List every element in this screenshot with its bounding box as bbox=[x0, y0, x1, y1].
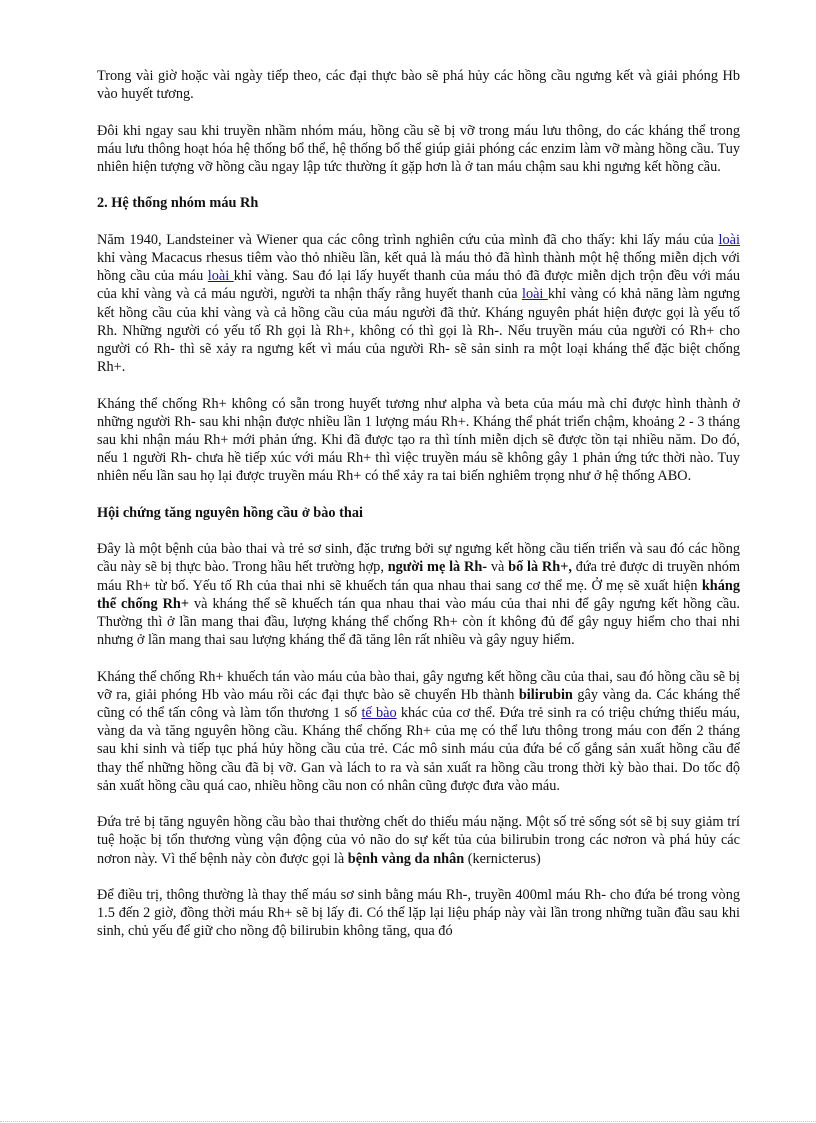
bold-kernicterus: bệnh vàng da nhân bbox=[347, 850, 465, 867]
heading-fetal-erythroblastosis: Hội chứng tăng nguyên hồng cầu ở bào thai bbox=[97, 504, 363, 521]
text-segment: khỉ vàng. Sau đó lại lấy huyết thanh của máu thỏ đã được miễn dịch trộn đều với máu của khỉ vàng và cả máu người, người ta nhận thấy rằng huyết thanh của bbox=[97, 268, 741, 303]
text-segment: Kháng thể chống Rh+ khuếch tán vào máu của bào thai, gây ngưng kết hồng cầu của thai, sau đó hồng cầu sẽ bị vỡ ra, giải phóng Hb vào máu rồi các đại thực bào sẽ chuyển Hb thành bbox=[97, 668, 740, 703]
text-segment: và kháng thể sẽ khuếch tán qua nhau thai vào máu của thai nhi để gây ngưng kết hồng cầu. Thường thì ở lần mang thai đầu, lượng kháng thể chống Rh+ còn ít không đủ để gây nguy hiểm cho thai nhi nhưng ở lần mang thai sau lượng kháng thể đã tăng lên rất nhiều và gây nguy hiểm. bbox=[97, 595, 740, 649]
text-segment: đứa trẻ được di truyền nhóm máu Rh+ từ bố. Yếu tố Rh của thai nhi sẽ khuếch tán qua nhau thai sang cơ thể mẹ. Ở mẹ sẽ xuất hiện bbox=[97, 559, 740, 594]
text-segment: khác của cơ thể. Đứa trẻ sinh ra có triệu chứng thiếu máu, vàng da và tăng nguyên hồng cầu. Kháng thể chống Rh+ của mẹ có thể lưu thông trong máu con đến 2 tháng sau khi sinh và tiếp tục phá hủy hồng cầu của trẻ. Các mô sinh máu của đứa bé cố gắng sản xuất hồng cầu để thay thế những hồng cầu đã bị vỡ. Gan và lách to ra và sản xuất ra hồng cầu trong thời kỳ bào thai. Do tốc độ sản xuất hồng cầu quá cao, nhiều hồng cầu non có nhân cũng được đưa vào máu. bbox=[97, 705, 740, 794]
paragraph-hemolysis: Đôi khi ngay sau khi truyền nhầm nhóm máu, hồng cầu sẽ bị vỡ trong máu lưu thông, do các kháng thể trong máu lưu thông hoạt hóa hệ thống bổ thể, hệ thống bổ thể giúp giải phóng các enzim làm vỡ màng hồng cầu. Tuy nhiên hiện tượng vỡ hồng cầu ngay lập tức thường ít gặp hơn là ở tan máu chậm sau khi ngưng kết hồng cầu. bbox=[97, 122, 740, 175]
text-segment: Năm 1940, Landsteiner và Wiener qua các công trình nghiên cứu của mình đã cho thấy: khi lấy máu của bbox=[97, 231, 719, 248]
paragraph-rh-discovery bbox=[97, 231, 740, 377]
heading-rh-system: 2. Hệ thống nhóm máu Rh bbox=[97, 195, 259, 212]
link-te-bao[interactable]: tế bào bbox=[361, 705, 397, 721]
paragraph-prognosis bbox=[97, 813, 740, 868]
paragraph-hb-release: Trong vài giờ hoặc vài ngày tiếp theo, các đại thực bào sẽ phá hủy các hồng cầu ngưng kết và giải phóng Hb vào huyết tương. bbox=[97, 68, 740, 103]
paragraph-disease-description bbox=[97, 540, 740, 649]
link-loai-1[interactable]: loài bbox=[718, 231, 740, 248]
bold-bilirubin: bilirubin bbox=[518, 686, 573, 703]
page-bottom-divider bbox=[0, 1121, 816, 1122]
link-loai-2[interactable]: loài bbox=[207, 268, 234, 285]
text-segment: Đây là một bệnh của bào thai và trẻ sơ sinh, đặc trưng bởi sự ngưng kết hồng cầu tiến triển và sau đó các hồng cầu này sẽ bị thực bào. Trong hầu hết trường hợp, bbox=[97, 541, 740, 576]
text-segment: gây vàng da. Các kháng thể cũng có thể tấn công và làm tổn thương 1 số bbox=[97, 686, 740, 721]
link-loai-3[interactable]: loài bbox=[521, 286, 548, 303]
paragraph-anti-rh-antibody: Kháng thể chống Rh+ không có sẵn trong huyết tương như alpha và beta của máu mà chỉ được hình thành ở những người Rh- sau khi nhận được nhiều lần 1 lượng máu Rh+. Kháng thể phát triển chậm, khoảng 2 - 3 tháng sau khi nhận máu Rh+ mới phản ứng. Khi đã được tạo ra thì tính miễn dịch sẽ được tồn tại nhiều năm. Do đó, nếu 1 người Rh- chưa hề tiếp xúc với máu Rh+ thì việc truyền máu sẽ không gây 1 phản ứng tức thời nào. Tuy nhiên nếu lần sau họ lại được truyền máu Rh+ có thể xảy ra tai biến nghiêm trọng như ở hệ thống ABO. bbox=[97, 395, 740, 485]
text-segment: khỉ vàng có khả năng làm ngưng kết hồng cầu của khỉ vàng và cả hồng cầu của máu người đã thử. Kháng nguyên phát hiện được gọi là yếu tố Rh. Những người có yếu tố Rh gọi là Rh+, không có thì gọi là Rh-. Nếu truyền máu của người có Rh+ cho người có Rh- thì sẽ xảy ra ngưng kết vì máu của người Rh- sẽ sản sinh ra một loại kháng thể đặc biệt chống Rh+. bbox=[97, 286, 740, 376]
paragraph-treatment: Để điều trị, thông thường là thay thế máu sơ sinh bằng máu Rh-, truyền 400ml máu Rh- cho đứa bé trong vòng 1.5 đến 2 giờ, đồng thời máu Rh+ sẽ bị lấy đi. Có thể lặp lại liệu pháp này vài lần trong những tuần đầu sau khi sinh, chủ yếu để giữ cho nồng độ bilirubin không tăng, qua đó bbox=[97, 887, 740, 940]
bold-father-rh-positive: bố là Rh+, bbox=[508, 559, 572, 576]
text-segment: và bbox=[487, 559, 509, 576]
paragraph-antibody-effects bbox=[97, 668, 740, 795]
text-segment: Đứa trẻ bị tăng nguyên hồng cầu bào thai thường chết do thiếu máu nặng. Một số trẻ sống sót sẽ bị suy giảm trí tuệ hoặc bị tổn thương vùng vận động của vỏ não do sự kết tủa của bilirubin trong các nơron và phá hủy các nơron này. Vì thế bệnh này còn được gọi là bbox=[97, 814, 740, 867]
bold-anti-rh-antibody: kháng thể chống Rh+ bbox=[97, 577, 740, 612]
bold-mother-rh-negative: người mẹ là Rh- bbox=[387, 559, 488, 576]
text-segment: khỉ vàng Macacus rhesus tiêm vào thỏ nhiều lần, kết quả là máu thỏ đã hình thành một hệ thống miễn dịch với hồng cầu của máu bbox=[97, 249, 740, 285]
document-page bbox=[97, 67, 740, 959]
text-segment: (kernicterus) bbox=[464, 850, 541, 867]
